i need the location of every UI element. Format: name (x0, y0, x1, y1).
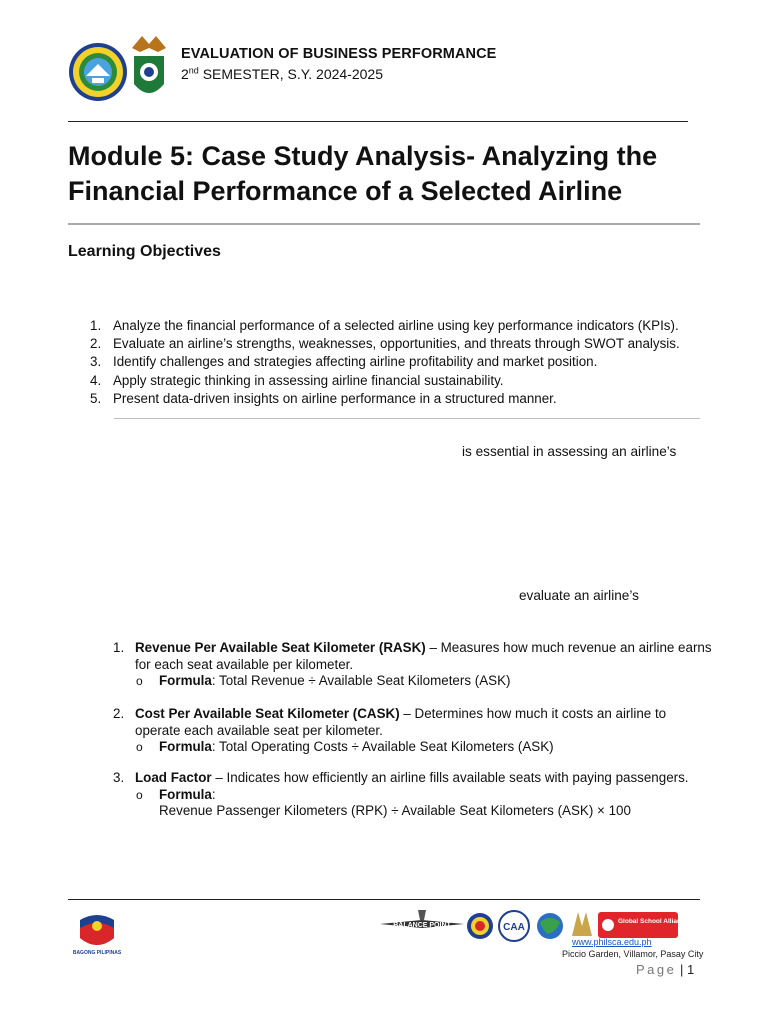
objectives-rule (114, 418, 700, 419)
formula-line: o Formula: Total Revenue ÷ Available Seat Kilometers (ASK) (136, 673, 511, 688)
svg-text:BALANCE POINT: BALANCE POINT (393, 922, 451, 929)
philsca-seal-logo (68, 42, 128, 102)
kpi-item-cask: 2. Cost Per Available Seat Kilometer (CASK) – Determines how much it costs an airline to operate each available seat per kilometer. o Formula: Total Operating Costs ÷ Available Seat Kilometers (ASK) (113, 706, 713, 756)
svg-text:Global School Alliance: Global School Alliance (618, 918, 689, 925)
list-item: 5. Present data-driven insights on airline performance in a structured manner. (90, 390, 557, 406)
wings-logo (572, 912, 592, 936)
globe-logo (537, 913, 563, 939)
intro-text-fragment: is essential in assessing an airline’s (462, 444, 677, 459)
kpi-item-rask: 1. Revenue Per Available Seat Kilometer (RASK) – Measures how much revenue an airline earns for each seat available per kilometer. o Formula: Total Revenue ÷ Available Seat Kilometers (ASK) (113, 640, 712, 688)
bagong-pilipinas-logo (74, 912, 120, 956)
circle-bullet-icon: o (136, 674, 143, 688)
kpi-item-load-factor: 3. Load Factor – Indicates how efficiently an airline fills available seats with paying passengers. o Formula: Revenue Passenger Kilometers (RPK) ÷ Available Seat Kilometers (ASK) × 100 (113, 770, 713, 820)
kpi-intro-text-fragment: evaluate an airline’s (519, 588, 639, 603)
website-link[interactable]: www.philsca.edu.ph (572, 937, 652, 947)
list-item: 4. Apply strategic thinking in assessing airline financial sustainability. (90, 372, 504, 388)
objectives-list (90, 317, 730, 408)
eagle-shield-logo (130, 34, 168, 102)
circle-bullet-icon: o (136, 740, 143, 754)
learning-objectives-heading: Learning Objectives (68, 243, 221, 260)
formula-line: o Formula: Revenue Passenger Kilometers (RPK) ÷ Available Seat Kilometers (ASK) × 100 (136, 786, 631, 818)
semester-line: 2nd SEMESTER, S.Y. 2024-2025 (181, 65, 383, 82)
svg-text:BAGONG PILIPINAS: BAGONG PILIPINAS (72, 950, 122, 956)
list-item: 1. Analyze the financial performance of a selected airline using key performance indicators (KPIs). (90, 318, 679, 333)
seal-logo-1 (467, 913, 493, 939)
global-school-alliance-logo (598, 912, 689, 938)
page-number: Page | 1 (636, 962, 695, 977)
address-text: Piccio Garden, Villamor, Pasay City (562, 949, 704, 959)
list-item: 3. Identify challenges and strategies affecting airline profitability and market position. (90, 354, 598, 370)
caa-logo (499, 911, 529, 941)
circle-bullet-icon: o (136, 787, 143, 802)
course-title: EVALUATION OF BUSINESS PERFORMANCE (181, 46, 497, 62)
footer-rule (68, 899, 700, 900)
title-rule (68, 223, 700, 225)
balance-point-logo (380, 910, 464, 929)
header-rule (68, 121, 688, 122)
module-title: Module 5: Case Study Analysis- Analyzing the Financial Performance of a Selected Airline (68, 141, 658, 206)
svg-text:CAA: CAA (503, 922, 525, 933)
formula-line: o Formula: Total Operating Costs ÷ Available Seat Kilometers (ASK) (136, 739, 554, 754)
list-item: 2. Evaluate an airline’s strengths, weaknesses, opportunities, and threats through SWOT analysis. (90, 336, 680, 352)
